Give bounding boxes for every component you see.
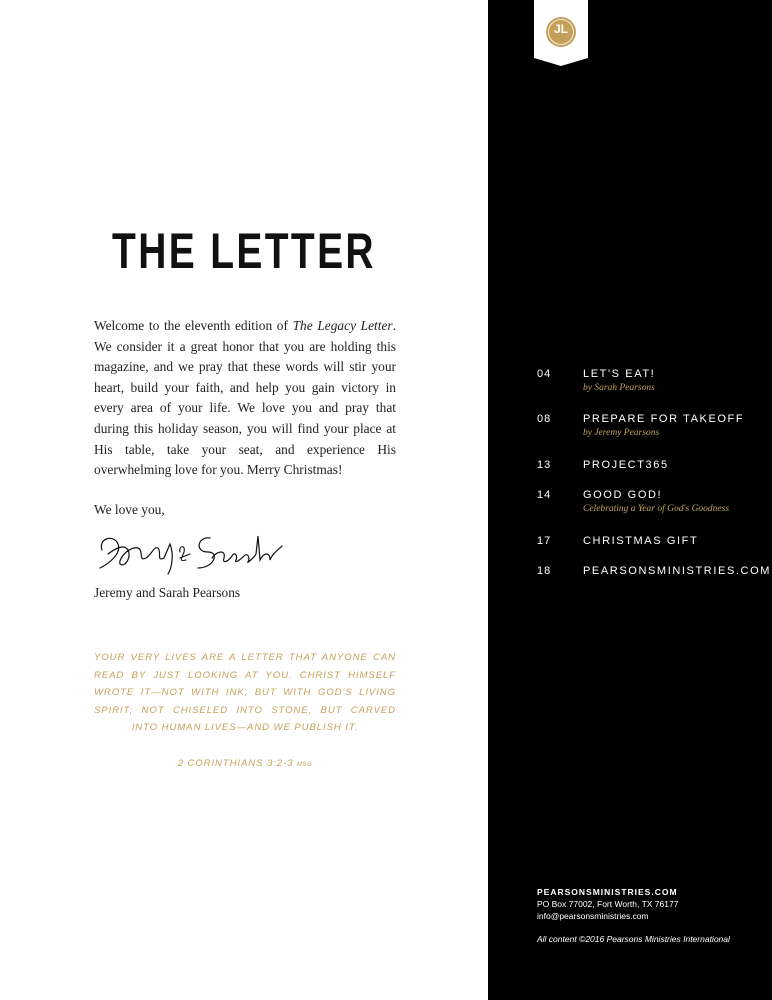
scripture-version: MSG (296, 762, 313, 768)
toc-page-number: 18 (537, 565, 552, 577)
toc-title: PROJECT365 (583, 459, 669, 471)
letter-body-intro: Welcome to the eleventh edition of (94, 318, 293, 333)
letter-signers: Jeremy and Sarah Pearsons (94, 585, 241, 600)
toc-title: PREPARE FOR TAKEOFF (583, 413, 745, 425)
scripture-citation: 2 CORINTHIANS 3:2-3 (177, 758, 294, 769)
toc-subtitle: Celebrating a Year of God's Goodness (583, 504, 730, 514)
scripture-reference (94, 758, 396, 769)
toc-subtitle: by Sarah Pearsons (583, 383, 655, 393)
letter-closing: We love you, (94, 502, 165, 517)
logo-monogram: JL (553, 22, 568, 36)
toc-page-number: 14 (537, 489, 552, 501)
copyright-notice: All content ©2016 Pearsons Ministries International (537, 934, 730, 944)
toc-page-number: 13 (537, 459, 552, 471)
letter-body-main: . We consider it a great honor that you are holding this magazine, and we pray that these words will stir your heart, build your faith, and help you gain victory in every area of your life. We love you and pray that during this holiday season, you will find your place at His table, take your seat, and experience His overwhelming love for you. Merry Christmas! (94, 318, 397, 478)
contact-footer (537, 886, 767, 944)
toc-title: GOOD GOD! (583, 489, 663, 501)
toc-title: CHRISTMAS GIFT (583, 535, 699, 547)
scripture-quote: YOUR VERY LIVES ARE A LETTER THAT ANYONE CAN READ BY JUST LOOKING AT YOU. CHRIST HIMSELF WROTE IT—NOT WITH INK, BUT WITH GOD'S LIVING SPIRIT; NOT CHISELED INTO STONE, BUT CARVED INTO HUMAN LIVES—AND WE PUBLISH IT. (94, 652, 396, 734)
letter-body (94, 316, 396, 481)
toc-title: PEARSONSMINISTRIES.COM (583, 565, 771, 577)
page-title: THE LETTER (112, 223, 376, 279)
toc-page-number: 17 (537, 535, 552, 547)
toc-page-number: 04 (537, 368, 552, 380)
toc-subtitle: by Jeremy Pearsons (583, 428, 660, 438)
signature (94, 528, 284, 578)
footer-website[interactable]: PEARSONSMINISTRIES.COM (537, 887, 678, 897)
toc-title: LET'S EAT! (583, 368, 656, 380)
publication-name: The Legacy Letter (292, 318, 393, 333)
footer-email[interactable]: info@pearsonsministries.com (537, 911, 649, 921)
toc-page-number: 08 (537, 413, 552, 425)
footer-address: PO Box 77002, Fort Worth, TX 76177 (537, 899, 679, 909)
